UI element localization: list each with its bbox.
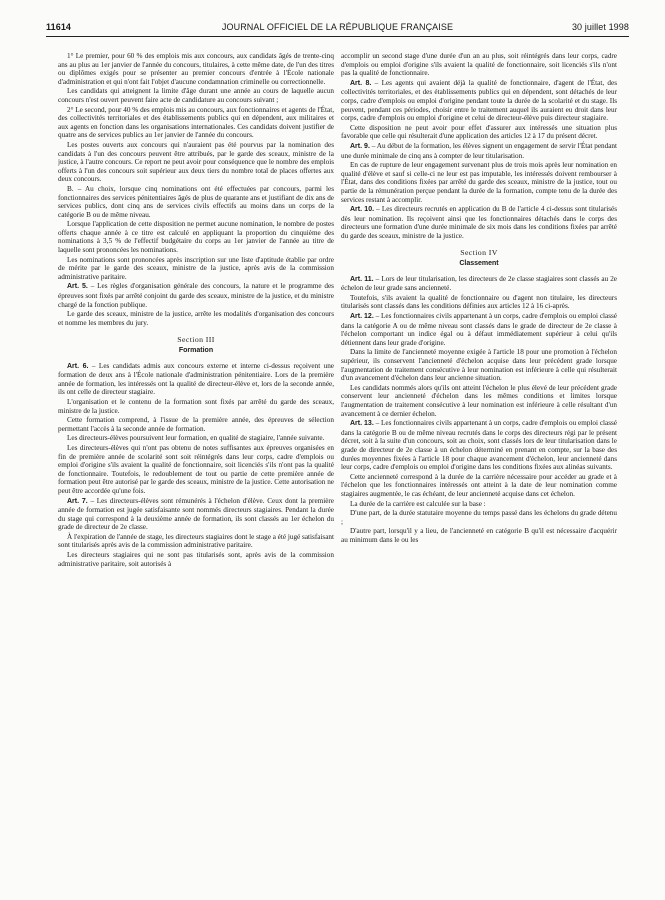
article-number: Art. 12. xyxy=(350,313,374,321)
paragraph-text: La durée de la carrière est calculée sur la base : xyxy=(350,499,486,508)
paragraph xyxy=(341,348,617,382)
section-subtitle: Formation xyxy=(178,347,214,354)
journal-title: JOURNAL OFFICIEL DE LA RÉPUBLIQUE FRANÇAISE xyxy=(221,22,454,32)
article-paragraph xyxy=(58,497,334,532)
paragraph xyxy=(58,87,334,104)
paragraph-text: En cas de rupture de leur engagement survenant plus de trois mois après leur nomination en qualité d'élève et sauf si celle-ci ne leur est pas imputable, les intéressés doivent rembourser à l'État, dans des conditions fixées par arrêté du garde des sceaux, ministre de la justice, tout ou partie de la rémunération perçue pendant la durée de la formation, compte tenu de la durée des services restant à accomplir. xyxy=(341,161,617,204)
paragraph-text: Les postes ouverts aux concours qui n'auraient pas été pourvus par la nomination des candidats à l'un des concours peuvent être attribués, par le garde des sceaux, ministre de la justice, à l'autre concours. Ce report ne peut avoir pour conséquence que le nombre des emplois offerts à l'un des concours soit supérieur aux deux tiers du nombre total de places offertes aux deux concours. xyxy=(58,140,334,184)
paragraph-text: Cette formation comprend, à l'issue de la première année, des épreuves de sélection permettant l'accès à la seconde année de formation. xyxy=(58,416,334,433)
paragraph xyxy=(341,52,617,78)
paragraph-text: – Les fonctionnaires civils appartenant à un corps, cadre d'emplois ou emploi classé dans la catégorie B ou de même niveau recrutés dans le corps des directeurs régi par le présent décret, soit à la suite d'un concours, soit au choix, sont classés lors de leur titularisation dans le grade de directeur de 2e classe à un échelon déterminé en prenant en compte, sur la base des durées moyennes fixées à l'article 18 pour chaque avancement d'échelon, leur ancienneté dans leur corps, cadre d'emplois ou emploi d'origine dans les conditions fixées aux alinéas suivants. xyxy=(341,419,617,472)
paragraph xyxy=(341,473,617,499)
paragraph-text: Les directeurs stagiaires qui ne sont pas titularisés sont, après avis de la commission administrative paritaire, soit autorisés à xyxy=(58,551,334,568)
paragraph-text: – Les candidats admis aux concours externe et interne ci-dessus reçoivent une formation de deux ans à l'École nationale d'administration pénitentiaire. Lors de la première année de formation, les intéressés ont la qualité de directeur-élève et, lors de la seconde année, ils ont celle de directeur stagiaire. xyxy=(58,361,334,397)
article-number: Art. 11. xyxy=(350,275,374,283)
paragraph-text: Lorsque l'application de cette disposition ne permet aucune nomination, le nombre de postes offerts chaque année à ce titre est calculé en appliquant la proportion du cinquième des nominations à 3,5 % de l'effectif budgétaire du corps au 1er janvier de l'année au titre de laquelle sont prononcées les nominations. xyxy=(58,220,334,255)
paragraph-text: 2° Le second, pour 40 % des emplois mis au concours, aux fonctionnaires et agents de l'État, des collectivités territoriales et des établissements publics qui en dépendent, aux militaires et aux agents en fonction dans les organisations internationales. Ces candidats doivent justifier de quatre ans de services publics au 1er janvier de l'année du concours. xyxy=(58,105,334,140)
article-paragraph xyxy=(341,205,617,240)
paragraph-text: Les nominations sont prononcées après inscription sur une liste d'aptitude établie par ordre de mérite par le garde des sceaux, ministre de la justice, après avis de la commission administrative paritaire. xyxy=(58,255,334,281)
paragraph xyxy=(58,444,334,496)
paragraph-text: D'autre part, lorsqu'il y a lieu, de l'ancienneté en catégorie B qu'il est nécessaire d'acquérir au minimum dans le ou les xyxy=(341,527,617,544)
paragraph xyxy=(58,220,334,254)
page-number: 11614 xyxy=(46,22,72,32)
paragraph xyxy=(58,398,334,415)
paragraph xyxy=(58,256,334,282)
paragraph-text: Cette ancienneté correspond à la durée de la carrière nécessaire pour accéder au grade et à l'échelon que les fonctionnaires intéressés ont atteint à la date de leur nomination comme stagiaires augmentée, le cas échéant, de leur ancienneté acquise dans cet échelon. xyxy=(341,472,617,498)
paragraph xyxy=(58,310,334,327)
paragraph-text: Toutefois, s'ils avaient la qualité de fonctionnaire ou d'agent non titulaire, les directeurs titularisés sont classés dans les conditions définies aux articles 12 à 16 ci-après. xyxy=(341,293,617,311)
article-paragraph xyxy=(341,79,617,123)
paragraph xyxy=(58,434,334,443)
article-number: Art. 8. xyxy=(350,79,372,87)
paragraph-text: – Les directeurs recrutés en application du B de l'article 4 ci-dessus sont titularisés dès leur nomination. Ils reçoivent ainsi que les fonctionnaires détachés dans le corps des directeurs une formation d'une durée minimale de six mois dans les conditions fixées par arrêté du garde des sceaux, ministre de la justice. xyxy=(341,205,617,240)
paragraph-text: 1° Le premier, pour 60 % des emplois mis aux concours, aux candidats âgés de trente-cinq ans au plus au 1er janvier de l'année du concours, titulaires, à cette même date, de l'un des titres ou diplômes exigés pour se présenter au premier concours d'entrée à l'École nationale d'administration et qui n'ont fait l'objet d'aucune condamnation criminelle ou correctionnelle. xyxy=(58,52,334,86)
article-number: Art. 5. xyxy=(67,283,88,291)
paragraph-text: Les directeurs-élèves qui n'ont pas obtenu de notes suffisantes aux épreuves organisées en fin de première année de scolarité sont soit réintégrés dans leur corps, cadre d'emplois ou emploi d'origine s'ils avaient la qualité de fonctionnaire, soit licenciés s'ils n'ont pas la qualité de fonctionnaire. Toutefois, le redoublement de tout ou partie de cette première année de formation peut être autorisé par le garde des sceaux, ministre de la justice. Cette autorisation ne peut être accordée qu'une fois. xyxy=(58,443,334,495)
article-paragraph xyxy=(341,419,617,472)
article-number: Art. 7. xyxy=(67,497,88,505)
paragraph-text: – Les règles d'organisation générale des concours, la nature et le programme des épreuves sont fixés par arrêté conjoint du garde des sceaux, ministre de la justice, et du ministre chargé de la fonction publique. xyxy=(58,282,334,309)
article-paragraph xyxy=(58,282,334,309)
paragraph xyxy=(341,124,617,141)
paragraph-text: – Lors de leur titularisation, les directeurs de 2e classe stagiaires sont classés au 2e échelon de leur grade sans ancienneté. xyxy=(341,274,617,293)
article-number: Art. 10. xyxy=(350,206,375,214)
paragraph-text: Les candidats nommés alors qu'ils ont atteint l'échelon le plus élevé de leur précédent grade conservent leur ancienneté d'échelon dans les mêmes conditions et limites lorsque l'augmentation de traitement consécutive à leur nomination est inférieure à celle résultant d'un avancement à ce dernier échelon. xyxy=(341,383,617,418)
paragraph-text: B. – Au choix, lorsque cinq nominations ont été effectuées par concours, parmi les fonctionnaires des services pénitentiaires âgés de plus de quarante ans et justifiant de dix ans de services publics, dont cinq ans de services civils effectifs au moins dans un corps de la catégorie B ou de même niveau. xyxy=(58,184,334,219)
paragraph-text: À l'expiration de l'année de stage, les directeurs stagiaires dont le stage a été jugé satisfaisant sont titularisés après avis de la commission administrative paritaire. xyxy=(58,532,334,550)
header-rule xyxy=(46,36,629,37)
publication-date: 30 juillet 1998 xyxy=(571,22,629,32)
paragraph-text: – Les fonctionnaires civils appartenant à un corps, cadre d'emplois ou emploi classé dans la catégorie A ou de même niveau sont classés dans le grade de directeur de 2e classe à l'échelon comportant un indice égal ou à défaut immédiatement supérieur à celui qu'ils détiennent dans leur grade d'origine. xyxy=(341,312,617,347)
paragraph-text: Le garde des sceaux, ministre de la justice, arrête les modalités d'organisation des concours et nomme les membres du jury. xyxy=(58,310,334,327)
article-number: Art. 6. xyxy=(67,362,89,370)
section-subtitle: Classement xyxy=(459,260,499,268)
article-paragraph xyxy=(341,312,617,347)
paragraph-text: – Les directeurs-élèves sont rémunérés à l'échelon d'élève. Ceux dont la première année de formation est jugée satisfaisante sont nommés directeurs stagiaires. Pendant la durée du stage qui correspond à la deuxième année de formation, ils sont classés au 1er échelon du grade de directeur de 2e classe. xyxy=(58,496,334,532)
right-column xyxy=(341,52,617,892)
paragraph xyxy=(58,106,334,140)
paragraph-text: Dans la limite de l'ancienneté moyenne exigée à l'article 18 pour une promotion à l'échelon supérieur, ils conservent l'ancienneté d'échelon acquise dans leur précédent grade lorsque l'augmentation de traitement consécutive à leur nomination est inférieure à celle qui résulterait d'un avancement d'échelon dans leur ancienne situation. xyxy=(341,348,617,383)
paragraph-text: – Les agents qui avaient déjà la qualité de fonctionnaire, d'agent de l'État, des collectivités territoriales, et des établissements publics qui en dépendent, sont détachés de leur corps, cadre d'emplois ou emploi d'origine pendant toute la durée de la scolarité et du stage. Ils peuvent, pendant ces périodes, choisir entre le traitement auquel ils auraient eu droit dans leur corps, cadre d'emplois ou emploi d'origine et celui de directeur-élève puis directeur stagiaire. xyxy=(341,78,617,123)
article-number: Art. 9. xyxy=(350,142,370,150)
paragraph xyxy=(341,294,617,311)
section-title: Section III xyxy=(177,335,215,345)
paragraph-text: L'organisation et le contenu de la formation sont fixés par arrêté du garde des sceaux, ministre de la justice. xyxy=(58,397,334,415)
article-paragraph xyxy=(341,142,617,160)
article-paragraph xyxy=(341,275,617,293)
section-title: Section IV xyxy=(460,248,498,258)
paragraph xyxy=(58,185,334,219)
paragraph xyxy=(341,527,617,544)
paragraph xyxy=(341,161,617,204)
paragraph xyxy=(58,141,334,184)
left-column xyxy=(58,52,334,892)
paragraph xyxy=(341,384,617,418)
paragraph-text: – Au début de la formation, les élèves signent un engagement de servir l'État pendant une durée minimale de cinq ans à compter de leur titularisation. xyxy=(341,141,617,160)
paragraph-text: D'une part, de la durée statutaire moyenne du temps passé dans les échelons du grade détenu ; xyxy=(341,509,617,526)
article-number: Art. 13. xyxy=(350,420,374,428)
paragraph-text: Les candidats qui atteignent la limite d'âge durant une année au cours de laquelle aucun concours n'est ouvert peuvent faire acte de candidature au concours suivant ; xyxy=(58,87,334,104)
paragraph xyxy=(58,551,334,568)
paragraph-text: accomplir un second stage d'une durée d'un an au plus, soit réintégrés dans leur corps, cadre d'emplois ou emploi d'origine s'ils avaient la qualité de fonctionnaire, soit licenciés s'ils n'ont pas la qualité de fonctionnaire. xyxy=(341,52,617,78)
paragraph xyxy=(341,500,617,509)
page-header xyxy=(46,22,629,36)
paragraph-text: Les directeurs-élèves poursuivent leur formation, en qualité de stagiaire, l'année suivante. xyxy=(67,434,325,443)
paragraph xyxy=(58,533,334,550)
article-paragraph xyxy=(58,362,334,397)
paragraph xyxy=(58,416,334,433)
paragraph-text: Cette disposition ne peut avoir pour effet d'assurer aux intéressés une situation plus favorable que celle qui résulterait d'une application des articles 12 à 17 du présent décret. xyxy=(341,123,617,141)
paragraph xyxy=(341,509,617,526)
paragraph xyxy=(58,52,334,86)
